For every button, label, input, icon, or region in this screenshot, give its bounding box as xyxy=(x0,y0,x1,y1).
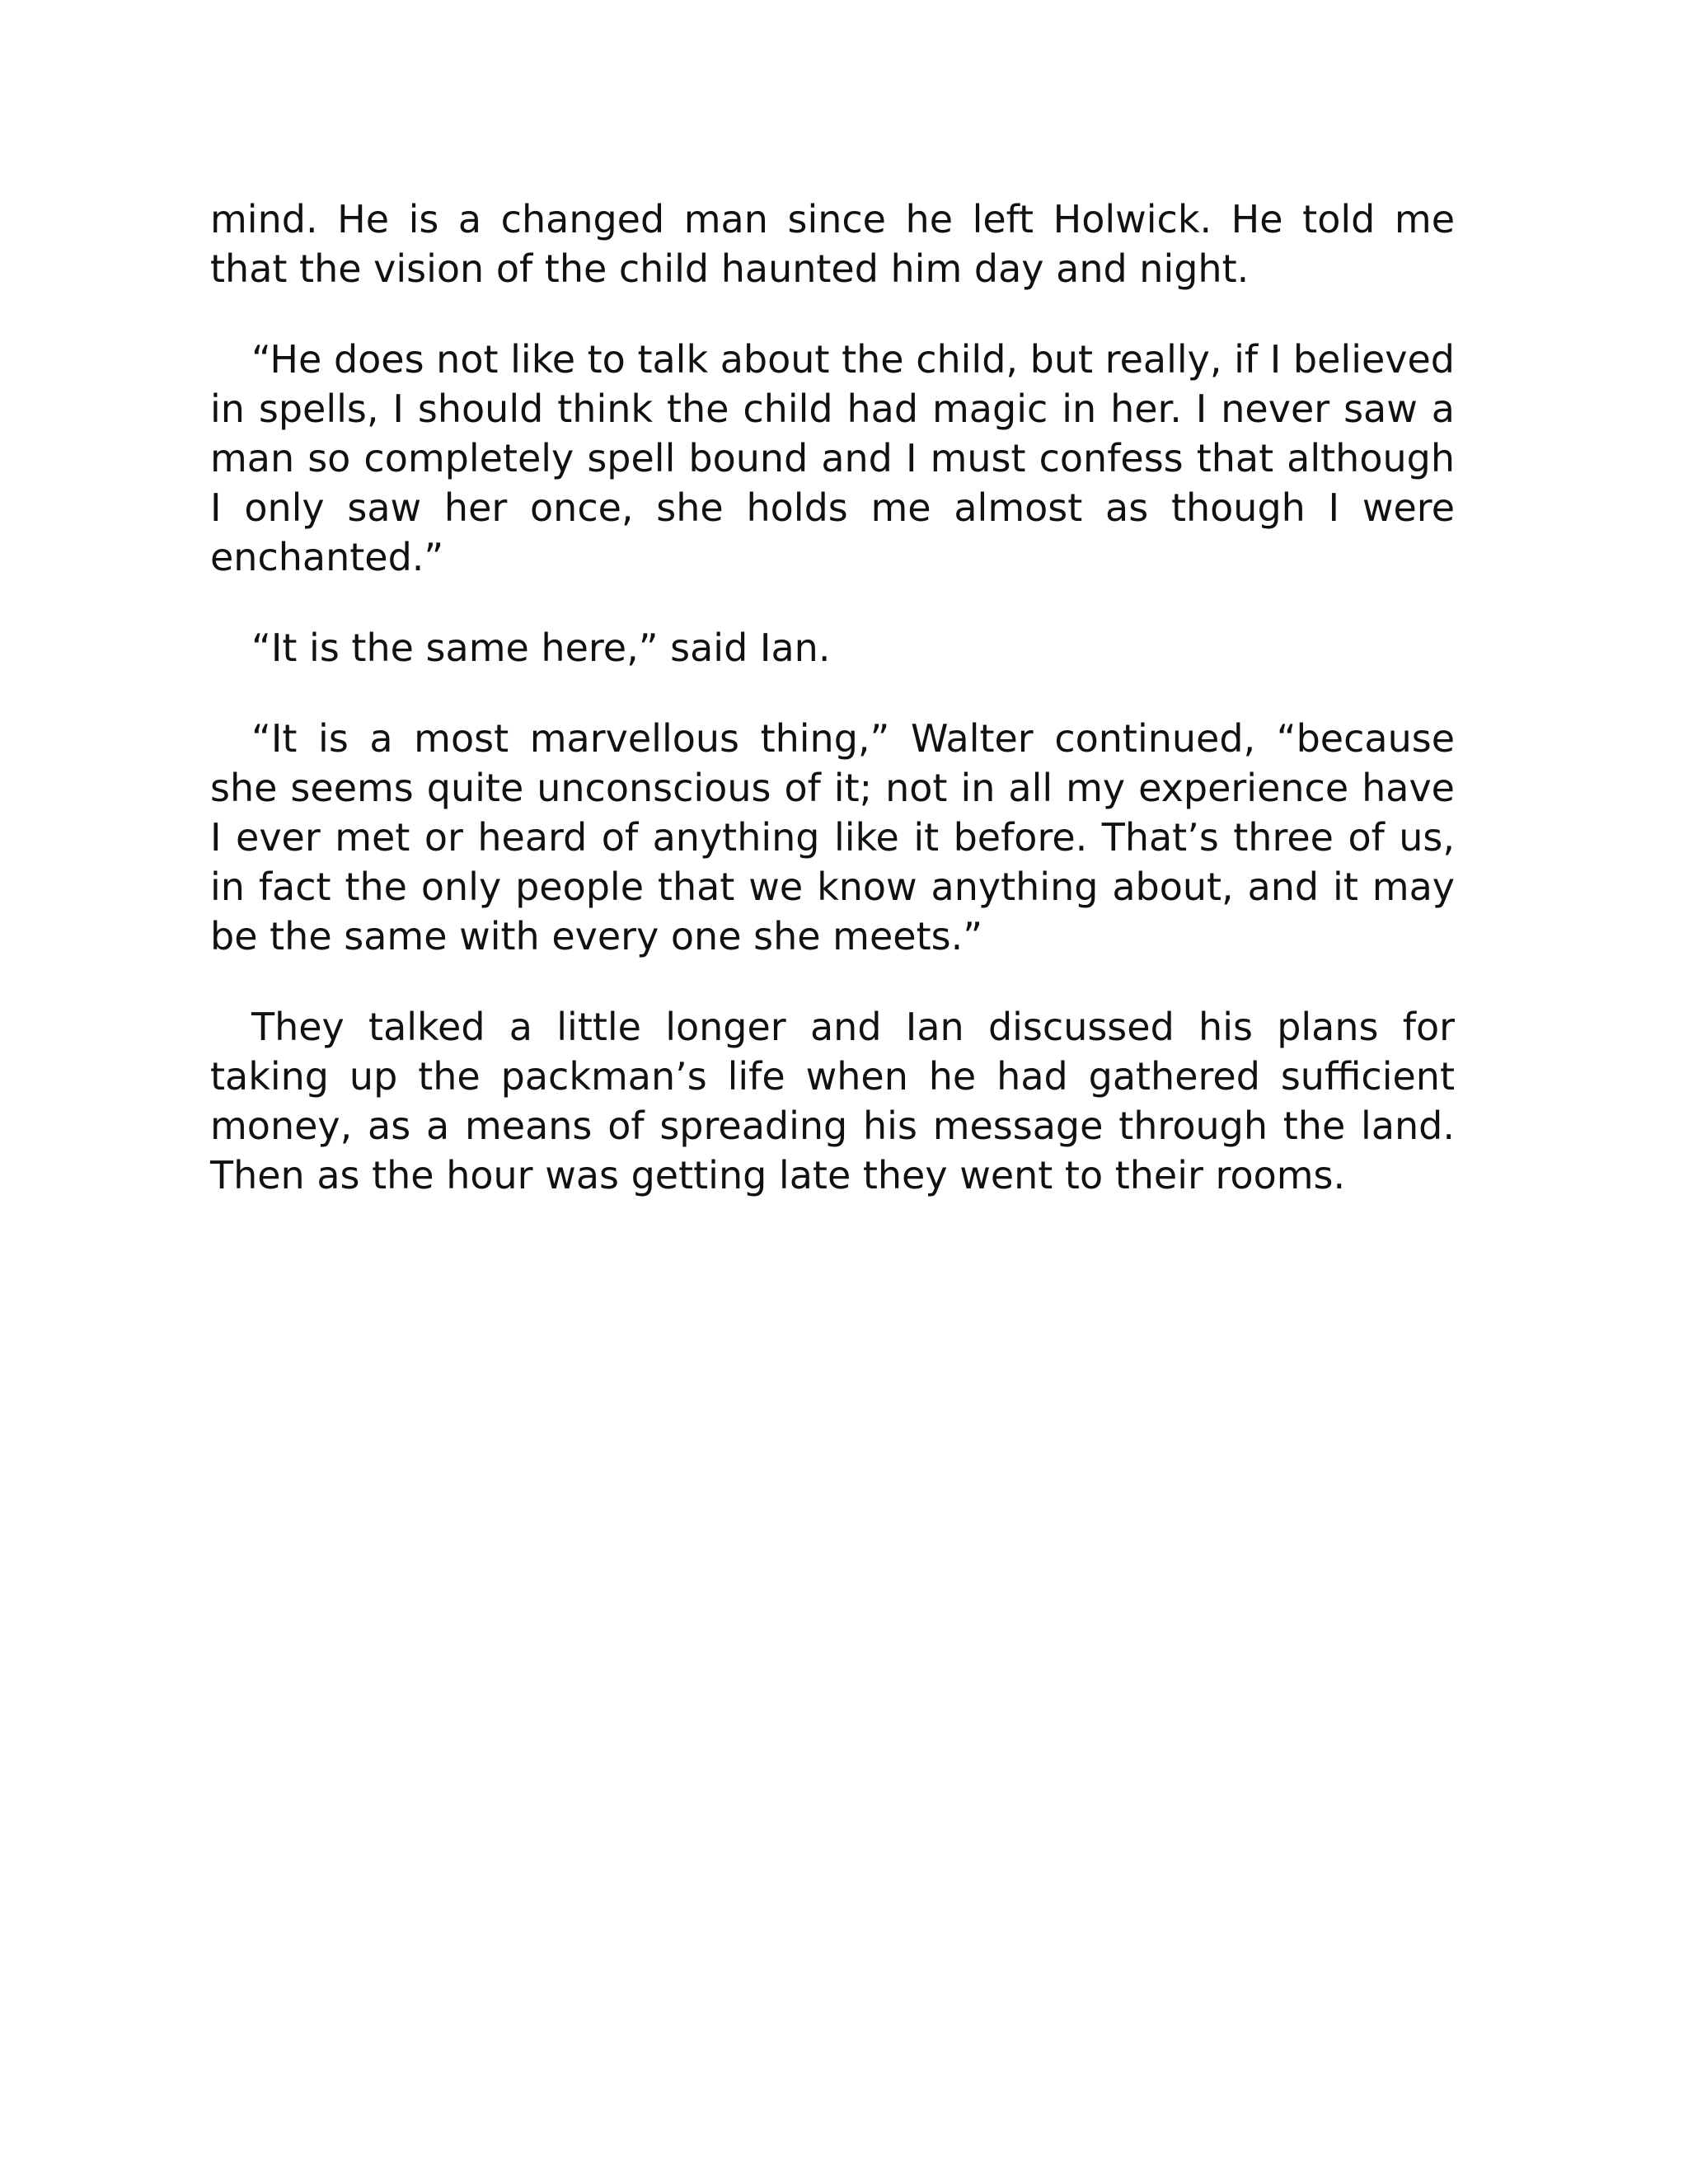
paragraph: “He does not like to talk about the child, but really, if I believed in spells, I should think the child had magic in her. I never saw a man so completely spell bound and I must confess that although I only saw her once, she holds me almost as though I were enchanted.” xyxy=(210,337,1455,579)
paragraph: mind. He is a changed man since he left Holwick. He told me that the vision of the child haunted him day and night. xyxy=(210,197,1455,291)
paragraph: They talked a little longer and Ian discussed his plans for taking up the packman’s life when he had gathered sufficient money, as a means of spreading his message through the land. Then as the hour was getting late they went to their rooms. xyxy=(210,1005,1455,1197)
paragraph: “It is a most marvellous thing,” Walter continued, “because she seems quite unconscious of it; not in all my experience have I ever met or heard of anything like it before. That’s three of us, in fact the only people that we know anything about, and it may be the same with every one she meets.” xyxy=(210,716,1455,958)
paragraph: “It is the same here,” said Ian. xyxy=(251,626,831,670)
page-body-text xyxy=(210,194,1455,1241)
